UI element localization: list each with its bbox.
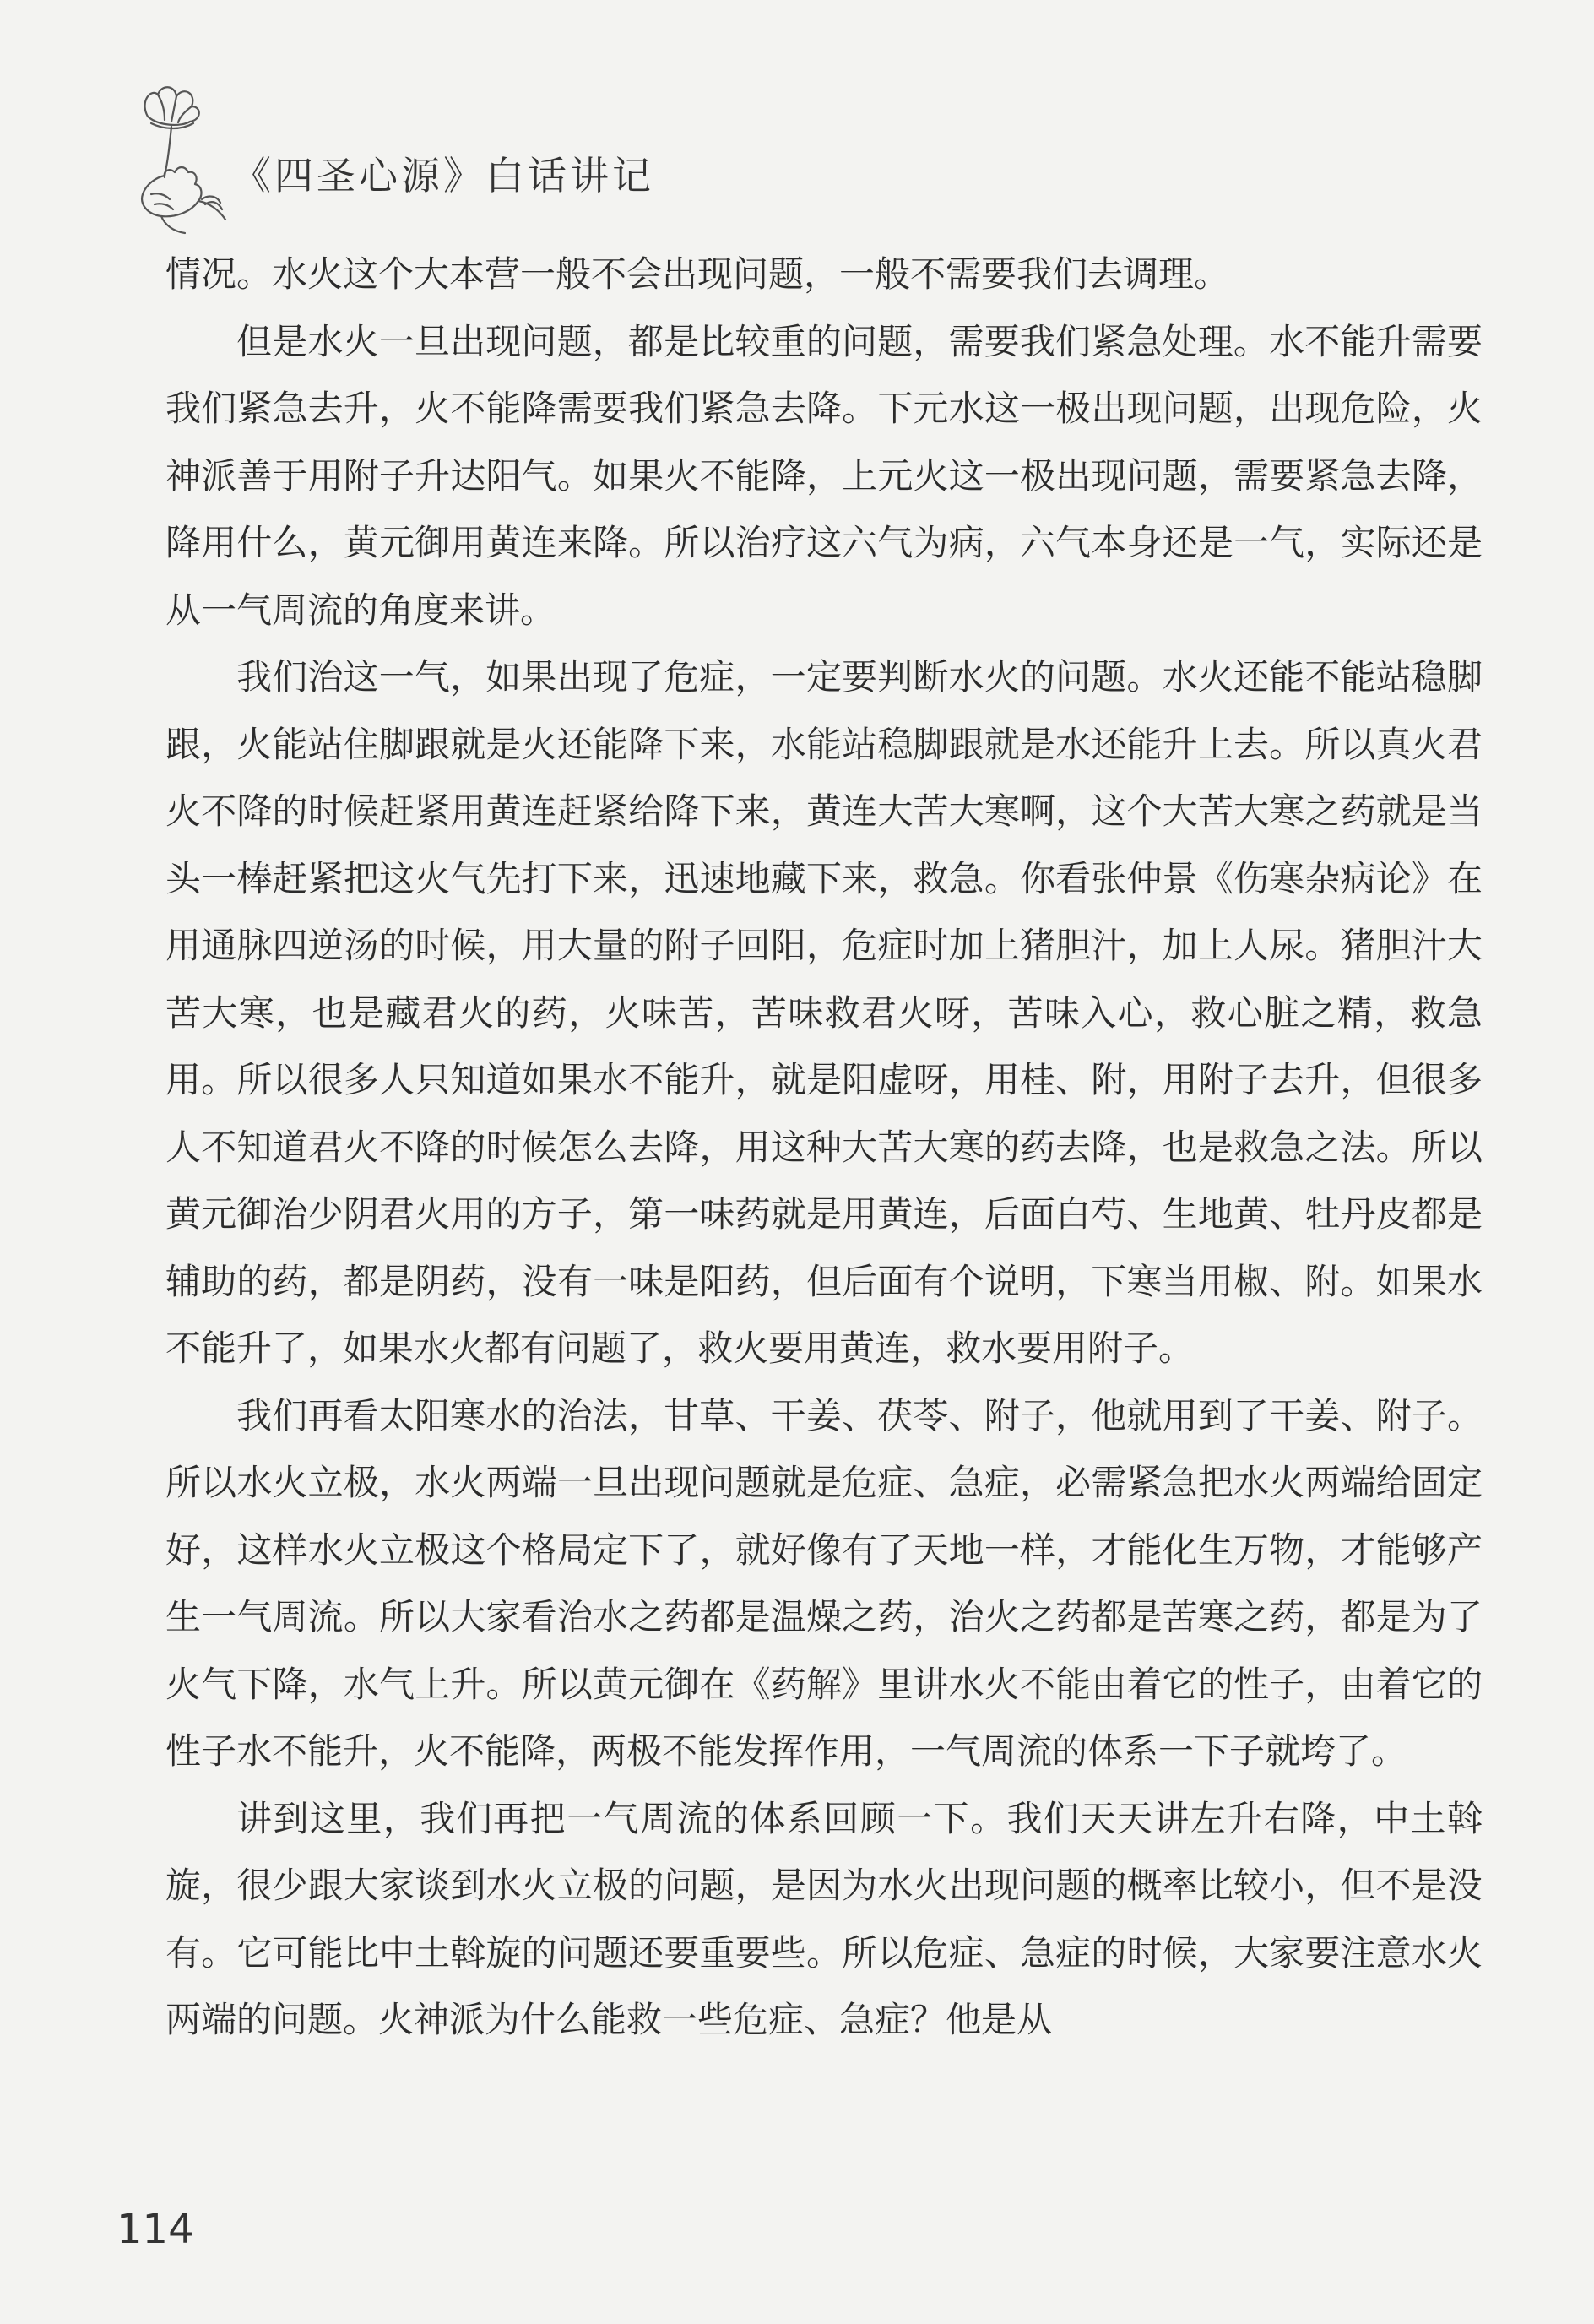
paragraph: 讲到这里，我们再把一气周流的体系回顾一下。我们天天讲左升右降，中土斡旋，很少跟大家谈到水火立极的问题，是因为水火出现问题的概率比较小，但不是没有。它可能比中土斡旋的问题还要重要些。所以危症、急症的时候，大家要注意水火两端的问题。火神派为什么能救一些危症、急症？他是从 xyxy=(165,1797,1483,2040)
paragraph: 我们治这一气，如果出现了危症，一定要判断水火的问题。水火还能不能站稳脚跟，火能站住脚跟就是火还能降下来，水能站稳脚跟就是水还能升上去。所以真火君火不降的时候赶紧用黄连赶紧给降下来，黄连大苦大寒啊，这个大苦大寒之药就是当头一棒赶紧把这火气先打下来，迅速地藏下来，救急。你看张仲景《伤寒杂病论》在用通脉四逆汤的时候，用大量的附子回阳，危症时加上猪胆汁，加上人尿。猪胆汁大苦大寒，也是藏君火的药，火味苦，苦味救君火呀，苦味入心，救心脏之精，救急用。所以很多人只知道如果水不能升，就是阳虚呀，用桂、附，用附子去升，但很多人不知道君火不降的时候怎么去降，用这种大苦大寒的药去降，也是救急之法。所以黄元御治少阴君火用的方子，第一味药就是用黄连，后面白芍、生地黄、牡丹皮都是辅助的药，都是阴药，没有一味是阳药，但后面有个说明，下寒当用椒、附。如果水不能升了，如果水火都有问题了，救火要用黄连，救水要用附子。 xyxy=(165,656,1483,1369)
paragraph: 我们再看太阳寒水的治法，甘草、干姜、茯苓、附子，他就用到了干姜、附子。所以水火立极，水火两端一旦出现问题就是危症、急症，必需紧急把水火两端给固定好，这样水火立极这个格局定下了，就好像有了天地一样，才能化生万物，才能够产生一气周流。所以大家看治水之药都是温燥之药，治火之药都是苦寒之药，都是为了火气下降，水气上升。所以黄元御在《药解》里讲水火不能由着它的性子，由着它的性子水不能升，火不能降，两极不能发挥作用，一气周流的体系一下子就垮了。 xyxy=(165,1394,1483,1772)
lotus-hand-icon xyxy=(114,76,241,236)
paragraph: 但是水火一旦出现问题，都是比较重的问题，需要我们紧急处理。水不能升需要我们紧急去升，火不能降需要我们紧急去降。下元水这一极出现问题，出现危险，火神派善于用附子升达阳气。如果火不能降，上元火这一极出现问题，需要紧急去降，降用什么，黄元御用黄连来降。所以治疗这六气为病，六气本身还是一气，实际还是从一气周流的角度来讲。 xyxy=(165,320,1483,631)
running-header xyxy=(114,76,874,245)
body-text xyxy=(165,241,1483,2054)
paragraph: 情况。水火这个大本营一般不会出现问题，一般不需要我们去调理。 xyxy=(165,253,1230,295)
book-title: 《四圣心源》白话讲记 xyxy=(232,153,654,198)
page-number: 114 xyxy=(117,2206,194,2253)
